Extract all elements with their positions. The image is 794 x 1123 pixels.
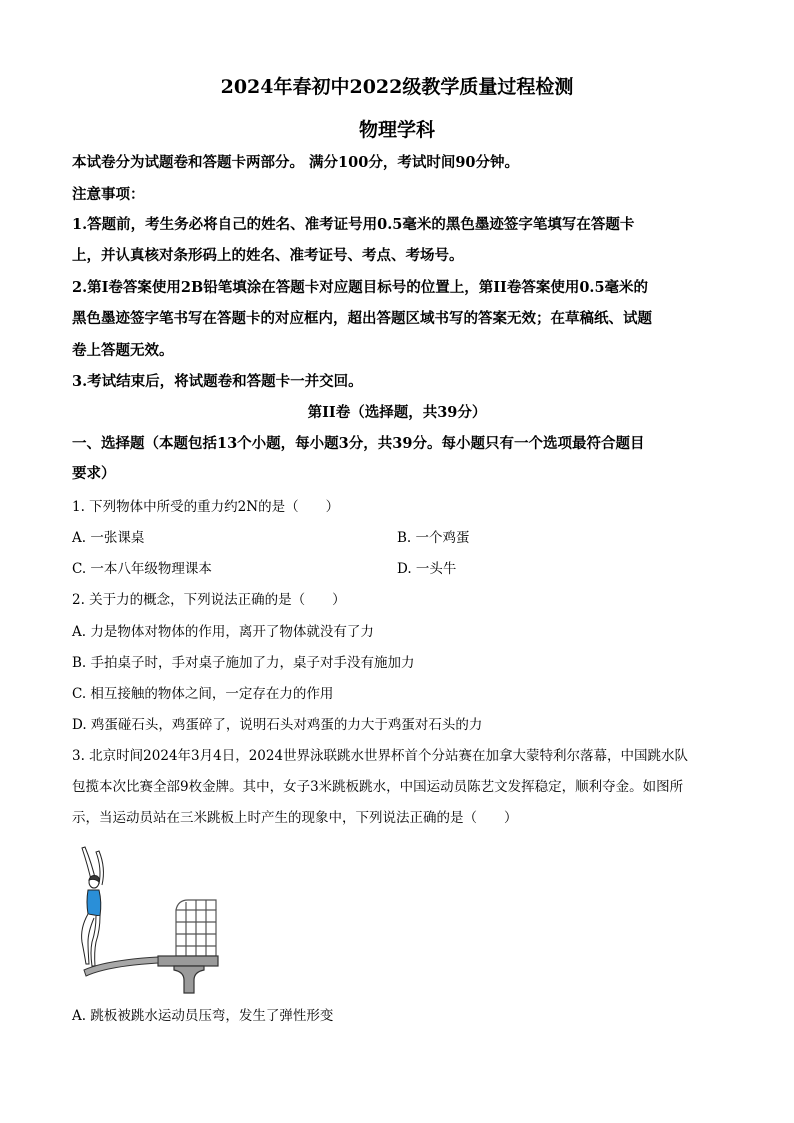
question-1-option-b: B. 一个鸡蛋 [397,530,470,546]
question-2-stem: 2. 关于力的概念，下列说法正确的是（ ） [72,592,346,608]
diving-board-figure [66,838,226,998]
question-3-option-a: A. 跳板被跳水运动员压弯，发生了弹性形变 [72,1008,334,1024]
section-heading: 第II卷（选择题，共39分） [307,404,487,421]
note-1-line-1: 1.答题前，考生务必将自己的姓名、准考证号用0.5毫米的黑色墨迹签字笔填写在答题卡 [72,216,635,233]
question-3-stem-line-1: 3. 北京时间2024年3月4日，2024世界泳联跳水世界杯首个分站赛在加拿大蒙特利尔落幕，中国跳水队 [72,748,689,764]
notice-heading: 注意事项： [72,186,145,203]
question-1-option-c: C. 一本八年级物理课本 [72,561,212,577]
question-2-option-c: C. 相互接触的物体之间，一定存在力的作用 [72,686,334,702]
note-3: 3.考试结束后，将试题卷和答题卡一并交回。 [72,373,363,390]
question-3-stem-line-3: 示，当运动员站在三米跳板上时产生的现象中，下列说法正确的是（ ） [72,810,518,826]
intro-line: 本试卷分为试题卷和答题卡两部分。 满分100分，考试时间90分钟。 [72,154,519,171]
note-1-line-2: 上，并认真核对条形码上的姓名、准考证号、考点、考场号。 [72,247,464,264]
part-1-heading-line-2: 要求） [72,465,116,482]
question-2-option-d: D. 鸡蛋碰石头，鸡蛋碎了，说明石头对鸡蛋的力大于鸡蛋对石头的力 [72,717,483,733]
diver [82,847,104,966]
note-2-line-3: 卷上答题无效。 [72,342,174,359]
question-1-option-a: A. 一张课桌 [72,530,145,546]
note-2-line-2: 黑色墨迹签字笔书写在答题卡的对应框内，超出答题区域书写的答案无效；在草稿纸、试题 [72,310,652,327]
board-support [158,956,218,993]
question-2-option-a: A. 力是物体对物体的作用，离开了物体就没有了力 [72,624,374,640]
question-2-option-b: B. 手拍桌子时，手对桌子施加了力，桌子对手没有施加力 [72,655,415,671]
subject-title: 物理学科 [358,119,435,141]
question-1-option-d: D. 一头牛 [397,561,457,577]
part-1-heading-line-1: 一、选择题（本题包括13个小题，每小题3分，共39分。每小题只有一个选项最符合题目 [72,435,645,452]
exam-title: 2024年春初中2022级教学质量过程检测 [220,76,574,98]
question-3-stem-line-2: 包揽本次比赛全部9枚金牌。其中，女子3米跳板跳水，中国运动员陈艺文发挥稳定，顺利夺金。如图所 [72,779,684,795]
note-2-line-1: 2.第I卷答案使用2B铅笔填涂在答题卡对应题目标号的位置上，第II卷答案使用0.5毫米的 [72,279,649,296]
question-1-stem: 1. 下列物体中所受的重力约2N的是（ ） [72,499,340,515]
railing-grid [176,900,216,956]
